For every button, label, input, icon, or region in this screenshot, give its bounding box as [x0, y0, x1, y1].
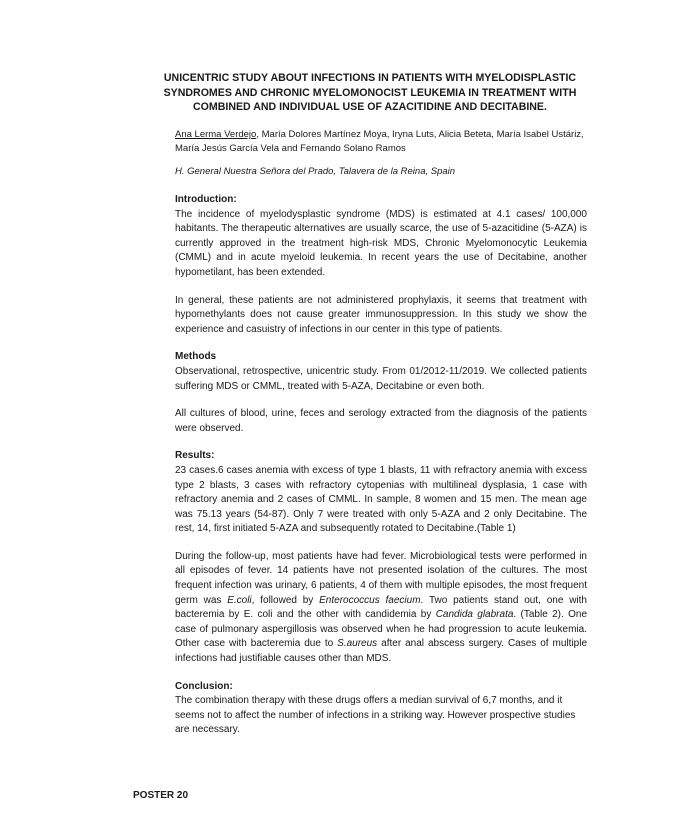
organism-name: E.coli	[227, 594, 252, 606]
page-title: UNICENTRIC STUDY ABOUT INFECTIONS IN PATIENTS WITH MYELODISPLASTIC SYNDROMES AND CHRONIC MYELOMONOCIST LEUKEMIA IN TREATMENT WITH COMBINED AND INDIVIDUAL USE OF AZACITIDINE AND DECITABINE.	[163, 72, 577, 113]
methods-paragraph-2: All cultures of blood, urine, feces and serology extracted from the diagnosis of the patients were observed.	[175, 408, 587, 434]
organism-name: S.aureus	[337, 638, 378, 650]
introduction-paragraph-2: In general, these patients are not administered prophylaxis, it seems that treatment with hypomethylants does not cause greater immunosuppression. In this study we show the experience and casuistry of infections in our center in this type of patients.	[175, 294, 587, 335]
presenting-author: Ana Lerma Verdejo	[175, 129, 257, 140]
organism-name: Enterococcus faecium	[319, 594, 421, 606]
introduction-heading: Introduction:	[175, 194, 237, 205]
affiliation: H. General Nuestra Señora del Prado, Talavera de la Reina, Spain	[175, 166, 456, 177]
author-list	[175, 128, 587, 156]
results-text: . Two patients stand out, one with bacteremia by E. coli and the other with candidemia by	[175, 594, 587, 621]
results-heading: Results:	[175, 450, 215, 462]
conclusion-paragraph: The combination therapy with these drugs offers a median survival of 6,7 months, and it seems not to affect the number of infections in a striking way. However prospective studies are necessary.	[175, 695, 576, 736]
poster-number: POSTER 20	[133, 790, 189, 801]
results-paragraph-1: 23 cases.6 cases anemia with excess of type 1 blasts, 11 with refractory anemia with excess type 2 blasts, 3 cases with refractory cytopenias with multilineal dysplasia, 1 case with refractory anemia and 2 cases of CMML. In sample, 8 women and 15 men. The mean age was 75.13 years (54-87). Only 7 were treated with only 5-AZA and 2 only Decitabine. The rest, 14, first initiated 5-AZA and subsequently rotated to Decitabine.(Table 1)	[175, 464, 587, 535]
conclusion-heading: Conclusion:	[175, 680, 233, 692]
introduction-paragraph-1: The incidence of myelodysplastic syndrome (MDS) is estimated at 4.1 cases/ 100,000 habitants. The therapeutic alternatives are usually scarce, the use of 5-azacitidine (5-AZA) is currently approved in the treatment high-risk MDS, Chronic Myelomonocytic Leukemia (CMML) and in acute myeloid leukemia. In recent years the use of Decitabine, another hypometilant, has been extended.	[175, 208, 587, 278]
results-text: , followed by	[251, 594, 320, 606]
results-paragraph-2	[175, 550, 587, 667]
co-authors: , María Dolores Martínez Moya, Iryna Luts, Alicia Beteta, María Isabel Ustáriz, María Jesús García Vela and Fernando Solano Ramos	[175, 129, 584, 154]
abstract-body	[175, 193, 587, 738]
results-text: after anal abscess surgery. Cases of multiple infections had justifiable causes other than MDS.	[175, 638, 588, 665]
results-text: . (Table 2). One case of pulmonary aspergillosis was observed when he had progression to acute leukemia. Other case with bacteremia due to	[175, 609, 588, 650]
organism-name: Candida glabrata	[435, 609, 514, 621]
methods-heading: Methods	[175, 351, 217, 363]
methods-paragraph-1: Observational, retrospective, unicentric study. From 01/2012-11/2019. We collected patients suffering MDS or CMML, treated with 5-AZA, Decitabine or even both.	[175, 365, 587, 392]
results-text: During the follow-up, most patients have had fever. Microbiological tests were performed in all episodes of fever. 14 patients have not presented isolation of the cultures. The most frequent infection was urinary, 6 patients, 4 of them with multiple episodes, the most frequent germ was	[175, 550, 587, 606]
